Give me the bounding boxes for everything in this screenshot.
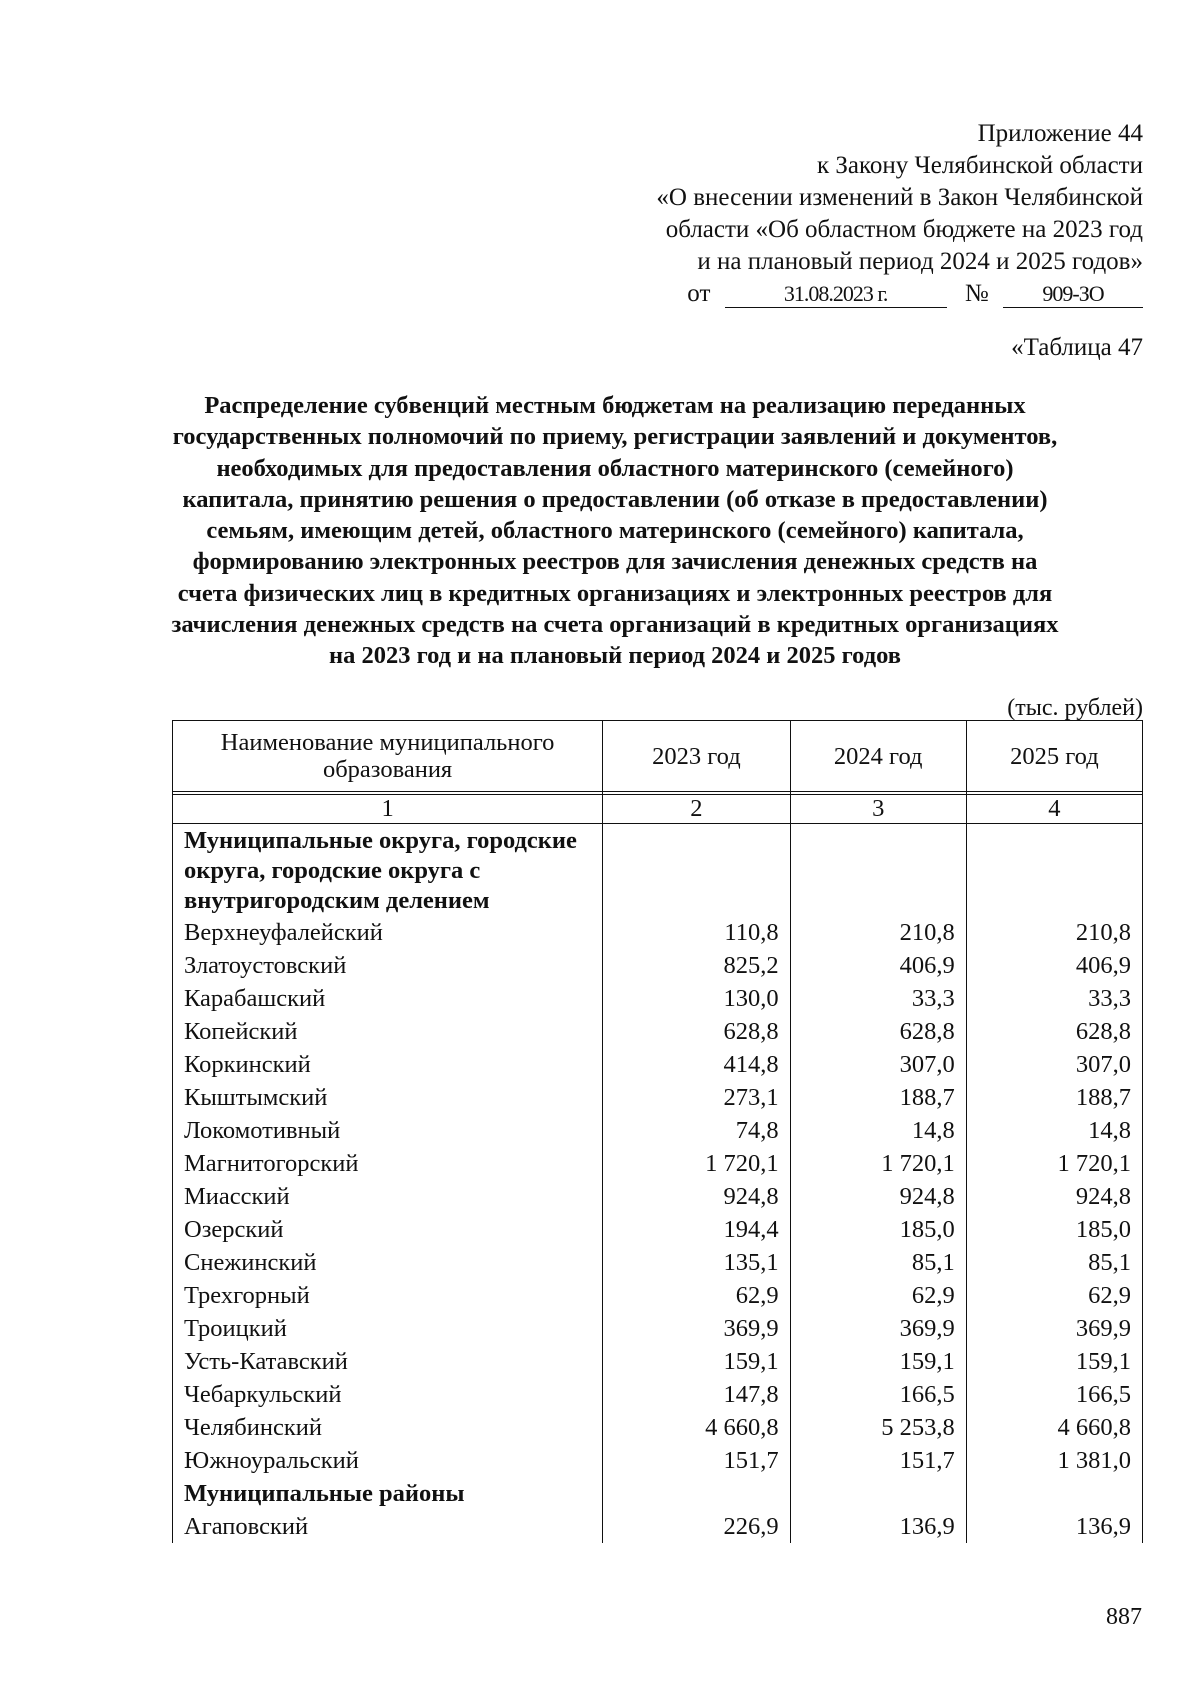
value-2024: 166,5 (790, 1378, 966, 1411)
value-2025: 159,1 (966, 1345, 1142, 1378)
group-header-row (173, 824, 1143, 917)
value-2023: 62,9 (603, 1279, 790, 1312)
value-2025: 307,0 (966, 1048, 1142, 1081)
table-row (173, 1180, 1143, 1213)
page-number: 887 (1106, 1604, 1142, 1630)
value-2024: 307,0 (790, 1048, 966, 1081)
value-2023: 1 720,1 (603, 1147, 790, 1180)
value-2024: 159,1 (790, 1345, 966, 1378)
value-2023: 414,8 (603, 1048, 790, 1081)
law-number: 909-ЗО (1003, 281, 1143, 308)
value-2025: 166,5 (966, 1378, 1142, 1411)
value-2025: 1 381,0 (966, 1444, 1142, 1477)
title-line: зачисления денежных средств на счета организаций в кредитных организациях (171, 611, 1059, 639)
title-line: на 2023 год и на плановый период 2024 и 2025 годов (328, 642, 901, 670)
value-2025: 33,3 (966, 982, 1142, 1015)
municipality-name: Карабашский (173, 982, 603, 1015)
value-2024: 62,9 (790, 1279, 966, 1312)
empty-cell (603, 1477, 790, 1510)
empty-cell (966, 1477, 1142, 1510)
municipality-name: Трехгорный (173, 1279, 603, 1312)
value-2025: 924,8 (966, 1180, 1142, 1213)
value-2025: 185,0 (966, 1213, 1142, 1246)
value-2024: 33,3 (790, 982, 966, 1015)
value-2023: 825,2 (603, 949, 790, 982)
header-2024: 2024 год (790, 721, 966, 792)
table-row (173, 1345, 1143, 1378)
table-row (173, 916, 1143, 949)
group-title: Муниципальные округа, городские округа, городские округа с внутригородским делением (173, 824, 603, 917)
appendix-line: области «Об областном бюджете на 2023 год (665, 216, 1143, 243)
value-2023: 74,8 (603, 1114, 790, 1147)
value-2024: 1 720,1 (790, 1147, 966, 1180)
table-body (173, 795, 1143, 1544)
table-row (173, 1015, 1143, 1048)
value-2025: 136,9 (966, 1510, 1142, 1543)
value-2025: 14,8 (966, 1114, 1142, 1147)
value-2025: 406,9 (966, 949, 1142, 982)
value-2024: 369,9 (790, 1312, 966, 1345)
title-line: счета физических лиц в кредитных организациях и электронных реестров для (177, 579, 1053, 607)
value-2023: 194,4 (603, 1213, 790, 1246)
value-2024: 628,8 (790, 1015, 966, 1048)
municipality-name: Южноуральский (173, 1444, 603, 1477)
value-2023: 273,1 (603, 1081, 790, 1114)
table-row (173, 1048, 1143, 1081)
value-2025: 210,8 (966, 916, 1142, 949)
municipality-name: Чебаркульский (173, 1378, 603, 1411)
empty-cell (603, 824, 790, 917)
table-row (173, 1279, 1143, 1312)
title-line: Распределение субвенций местным бюджетам на реализацию переданных (204, 392, 1026, 419)
value-2024: 151,7 (790, 1444, 966, 1477)
value-2024: 210,8 (790, 916, 966, 949)
municipality-name: Локомотивный (173, 1114, 603, 1147)
municipality-name: Верхнеуфалейский (173, 916, 603, 949)
title-line: необходимых для предоставления областного материнского (семейного) (216, 454, 1014, 482)
empty-cell (966, 824, 1142, 917)
column-number: 4 (966, 795, 1142, 824)
table-row (173, 1213, 1143, 1246)
value-2023: 147,8 (603, 1378, 790, 1411)
document-title (150, 390, 1080, 672)
from-label: от (687, 280, 711, 307)
value-2024: 5 253,8 (790, 1411, 966, 1444)
value-2025: 188,7 (966, 1081, 1142, 1114)
value-2023: 135,1 (603, 1246, 790, 1279)
group-header-row (173, 1477, 1143, 1510)
column-number: 1 (173, 795, 603, 824)
value-2023: 130,0 (603, 982, 790, 1015)
value-2025: 628,8 (966, 1015, 1142, 1048)
table-label: «Таблица 47 (1011, 334, 1143, 361)
table-row (173, 982, 1143, 1015)
title-line: семьям, имеющим детей, областного материнского (семейного) капитала, (206, 517, 1024, 545)
table-row (173, 1246, 1143, 1279)
value-2024: 85,1 (790, 1246, 966, 1279)
table-row (173, 1411, 1143, 1444)
value-2024: 136,9 (790, 1510, 966, 1543)
group-title: Муниципальные районы (173, 1477, 603, 1510)
value-2025: 62,9 (966, 1279, 1142, 1312)
value-2023: 151,7 (603, 1444, 790, 1477)
law-date: 31.08.2023 г. (725, 281, 947, 308)
appendix-line: к Закону Челябинской области (817, 152, 1143, 179)
value-2025: 85,1 (966, 1246, 1142, 1279)
appendix-line: «О внесении изменений в Закон Челябинской (656, 184, 1143, 211)
value-2023: 226,9 (603, 1510, 790, 1543)
title-line: государственных полномочий по приему, регистрации заявлений и документов, (172, 423, 1058, 451)
table-row (173, 1378, 1143, 1411)
value-2023: 159,1 (603, 1345, 790, 1378)
value-2024: 185,0 (790, 1213, 966, 1246)
empty-cell (790, 1477, 966, 1510)
table-row (173, 1147, 1143, 1180)
title-line: капитала, принятию решения о предоставлении (об отказе в предоставлении) (182, 485, 1048, 513)
header-2025: 2025 год (966, 721, 1142, 792)
table-row (173, 1312, 1143, 1345)
value-2024: 188,7 (790, 1081, 966, 1114)
table-row (173, 1510, 1143, 1543)
title-line: формированию электронных реестров для зачисления денежных средств на (192, 548, 1038, 576)
empty-cell (790, 824, 966, 917)
municipality-name: Златоустовский (173, 949, 603, 982)
table-row (173, 949, 1143, 982)
law-date-number-line (523, 278, 1143, 310)
value-2025: 4 660,8 (966, 1411, 1142, 1444)
subvention-table (172, 720, 1143, 1543)
column-number: 2 (603, 795, 790, 824)
table-row (173, 1081, 1143, 1114)
value-2024: 924,8 (790, 1180, 966, 1213)
municipality-name: Усть-Катавский (173, 1345, 603, 1378)
table-row (173, 1444, 1143, 1477)
appendix-line: и на плановый период 2024 и 2025 годов» (697, 248, 1143, 275)
value-2023: 369,9 (603, 1312, 790, 1345)
municipality-name: Троицкий (173, 1312, 603, 1345)
value-2024: 14,8 (790, 1114, 966, 1147)
value-2025: 369,9 (966, 1312, 1142, 1345)
municipality-name: Коркинский (173, 1048, 603, 1081)
column-number-row (173, 795, 1143, 824)
value-2025: 1 720,1 (966, 1147, 1142, 1180)
number-label: № (964, 280, 989, 307)
municipality-name: Копейский (173, 1015, 603, 1048)
table-row (173, 1114, 1143, 1147)
value-2024: 406,9 (790, 949, 966, 982)
appendix-line: Приложение 44 (977, 120, 1143, 147)
municipality-name: Магнитогорский (173, 1147, 603, 1180)
municipality-name: Кыштымский (173, 1081, 603, 1114)
column-number: 3 (790, 795, 966, 824)
municipality-name: Челябинский (173, 1411, 603, 1444)
value-2023: 628,8 (603, 1015, 790, 1048)
municipality-name: Озерский (173, 1213, 603, 1246)
value-2023: 4 660,8 (603, 1411, 790, 1444)
municipality-name: Миасский (173, 1180, 603, 1213)
value-2023: 924,8 (603, 1180, 790, 1213)
units-label: (тыс. рублей) (1007, 695, 1143, 721)
value-2023: 110,8 (603, 916, 790, 949)
header-2023: 2023 год (603, 721, 790, 792)
municipality-name: Агаповский (173, 1510, 603, 1543)
appendix-header (523, 118, 1143, 310)
header-municipality: Наименование муниципального образования (173, 721, 603, 792)
municipality-name: Снежинский (173, 1246, 603, 1279)
